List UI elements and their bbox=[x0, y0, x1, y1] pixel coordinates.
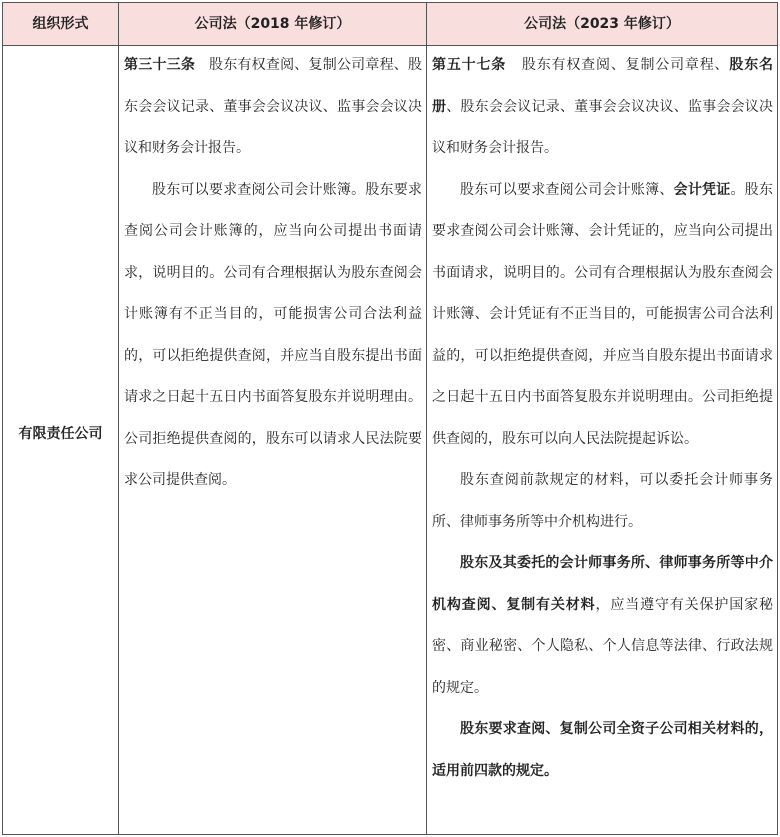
paragraph-text: 股东有权查阅、复制公司章程、 bbox=[521, 57, 730, 73]
column-divider bbox=[426, 3, 427, 834]
header-org-form: 组织形式 bbox=[32, 16, 89, 32]
header-law-2018: 公司法（2018 年修订） bbox=[194, 16, 351, 32]
paragraph-text: 股东可以要求查阅公司会计账簿、 bbox=[460, 181, 674, 198]
paragraph: 股东查阅前款规定的材料，可以委托会计师事务所、律师事务所等中介机构进行。 bbox=[432, 472, 773, 530]
org-type-cell: 有限责任公司 bbox=[18, 426, 103, 442]
paragraph bbox=[432, 709, 773, 792]
paragraph-text: ，应当遵守有关保护国家秘密、商业秘密、个人隐私、个人信息等法律、行政法规的规定。 bbox=[432, 596, 773, 696]
paragraph-text: 。股东要求查阅公司会计账簿、会计凭证的，应当向公司提出书面请求，说明目的。公司有合理根据认为股东查阅会计账簿、会计凭证有不正当目的，可能损害公司合法利益的，可以拒绝提供查阅，并应当自股东提出书面请求之日起十五日内书面答复股东并说明理由。公司拒绝提供查阅的，股东可以向人民法院提起诉讼。 bbox=[432, 181, 774, 447]
article-number: 第三十三条 bbox=[124, 57, 196, 73]
paragraph-text: 、股东会会议记录、董事会会议决议、监事会会议决议和财务会计报告。 bbox=[432, 98, 773, 156]
paragraph bbox=[124, 45, 422, 170]
header-law-2023: 公司法（2023 年修订） bbox=[524, 16, 680, 32]
paragraph bbox=[432, 45, 773, 170]
paragraph bbox=[432, 170, 773, 461]
emphasis-text: 股东及其委托的会计师事务所、律师事务所等中介机构查阅、复制有关材料 bbox=[432, 555, 773, 613]
law-2018-cell bbox=[124, 45, 422, 502]
emphasis-text: 会计凭证 bbox=[673, 181, 731, 198]
article-number: 第五十七条 bbox=[432, 57, 507, 73]
paragraph-text: 股东有权查阅、复制公司章程、股东会会议记录、董事会会议决议、监事会会议决议和财务会计报告。 bbox=[124, 57, 422, 156]
paragraph bbox=[432, 543, 773, 709]
column-divider bbox=[118, 3, 119, 834]
emphasis-text: 股东要求查阅、复制公司全资子公司相关材料的，适用前四款的规定。 bbox=[432, 721, 773, 779]
comparison-table bbox=[2, 2, 778, 835]
table-header-row bbox=[3, 3, 777, 46]
law-2023-cell bbox=[432, 45, 773, 792]
paragraph: 股东可以要求查阅公司会计账簿。股东要求查阅公司会计账簿的，应当向公司提出书面请求，说明目的。公司有合理根据认为股东查阅会计账簿有不正当目的，可能损害公司合法利益的，可以拒绝提供查阅，并应当自股东提出书面请求之日起十五日内书面答复股东并说明理由。公司拒绝提供查阅的，股东可以请求人民法院要求公司提供查阅。 bbox=[124, 181, 422, 488]
emphasis-text: 股东名册 bbox=[432, 57, 774, 115]
